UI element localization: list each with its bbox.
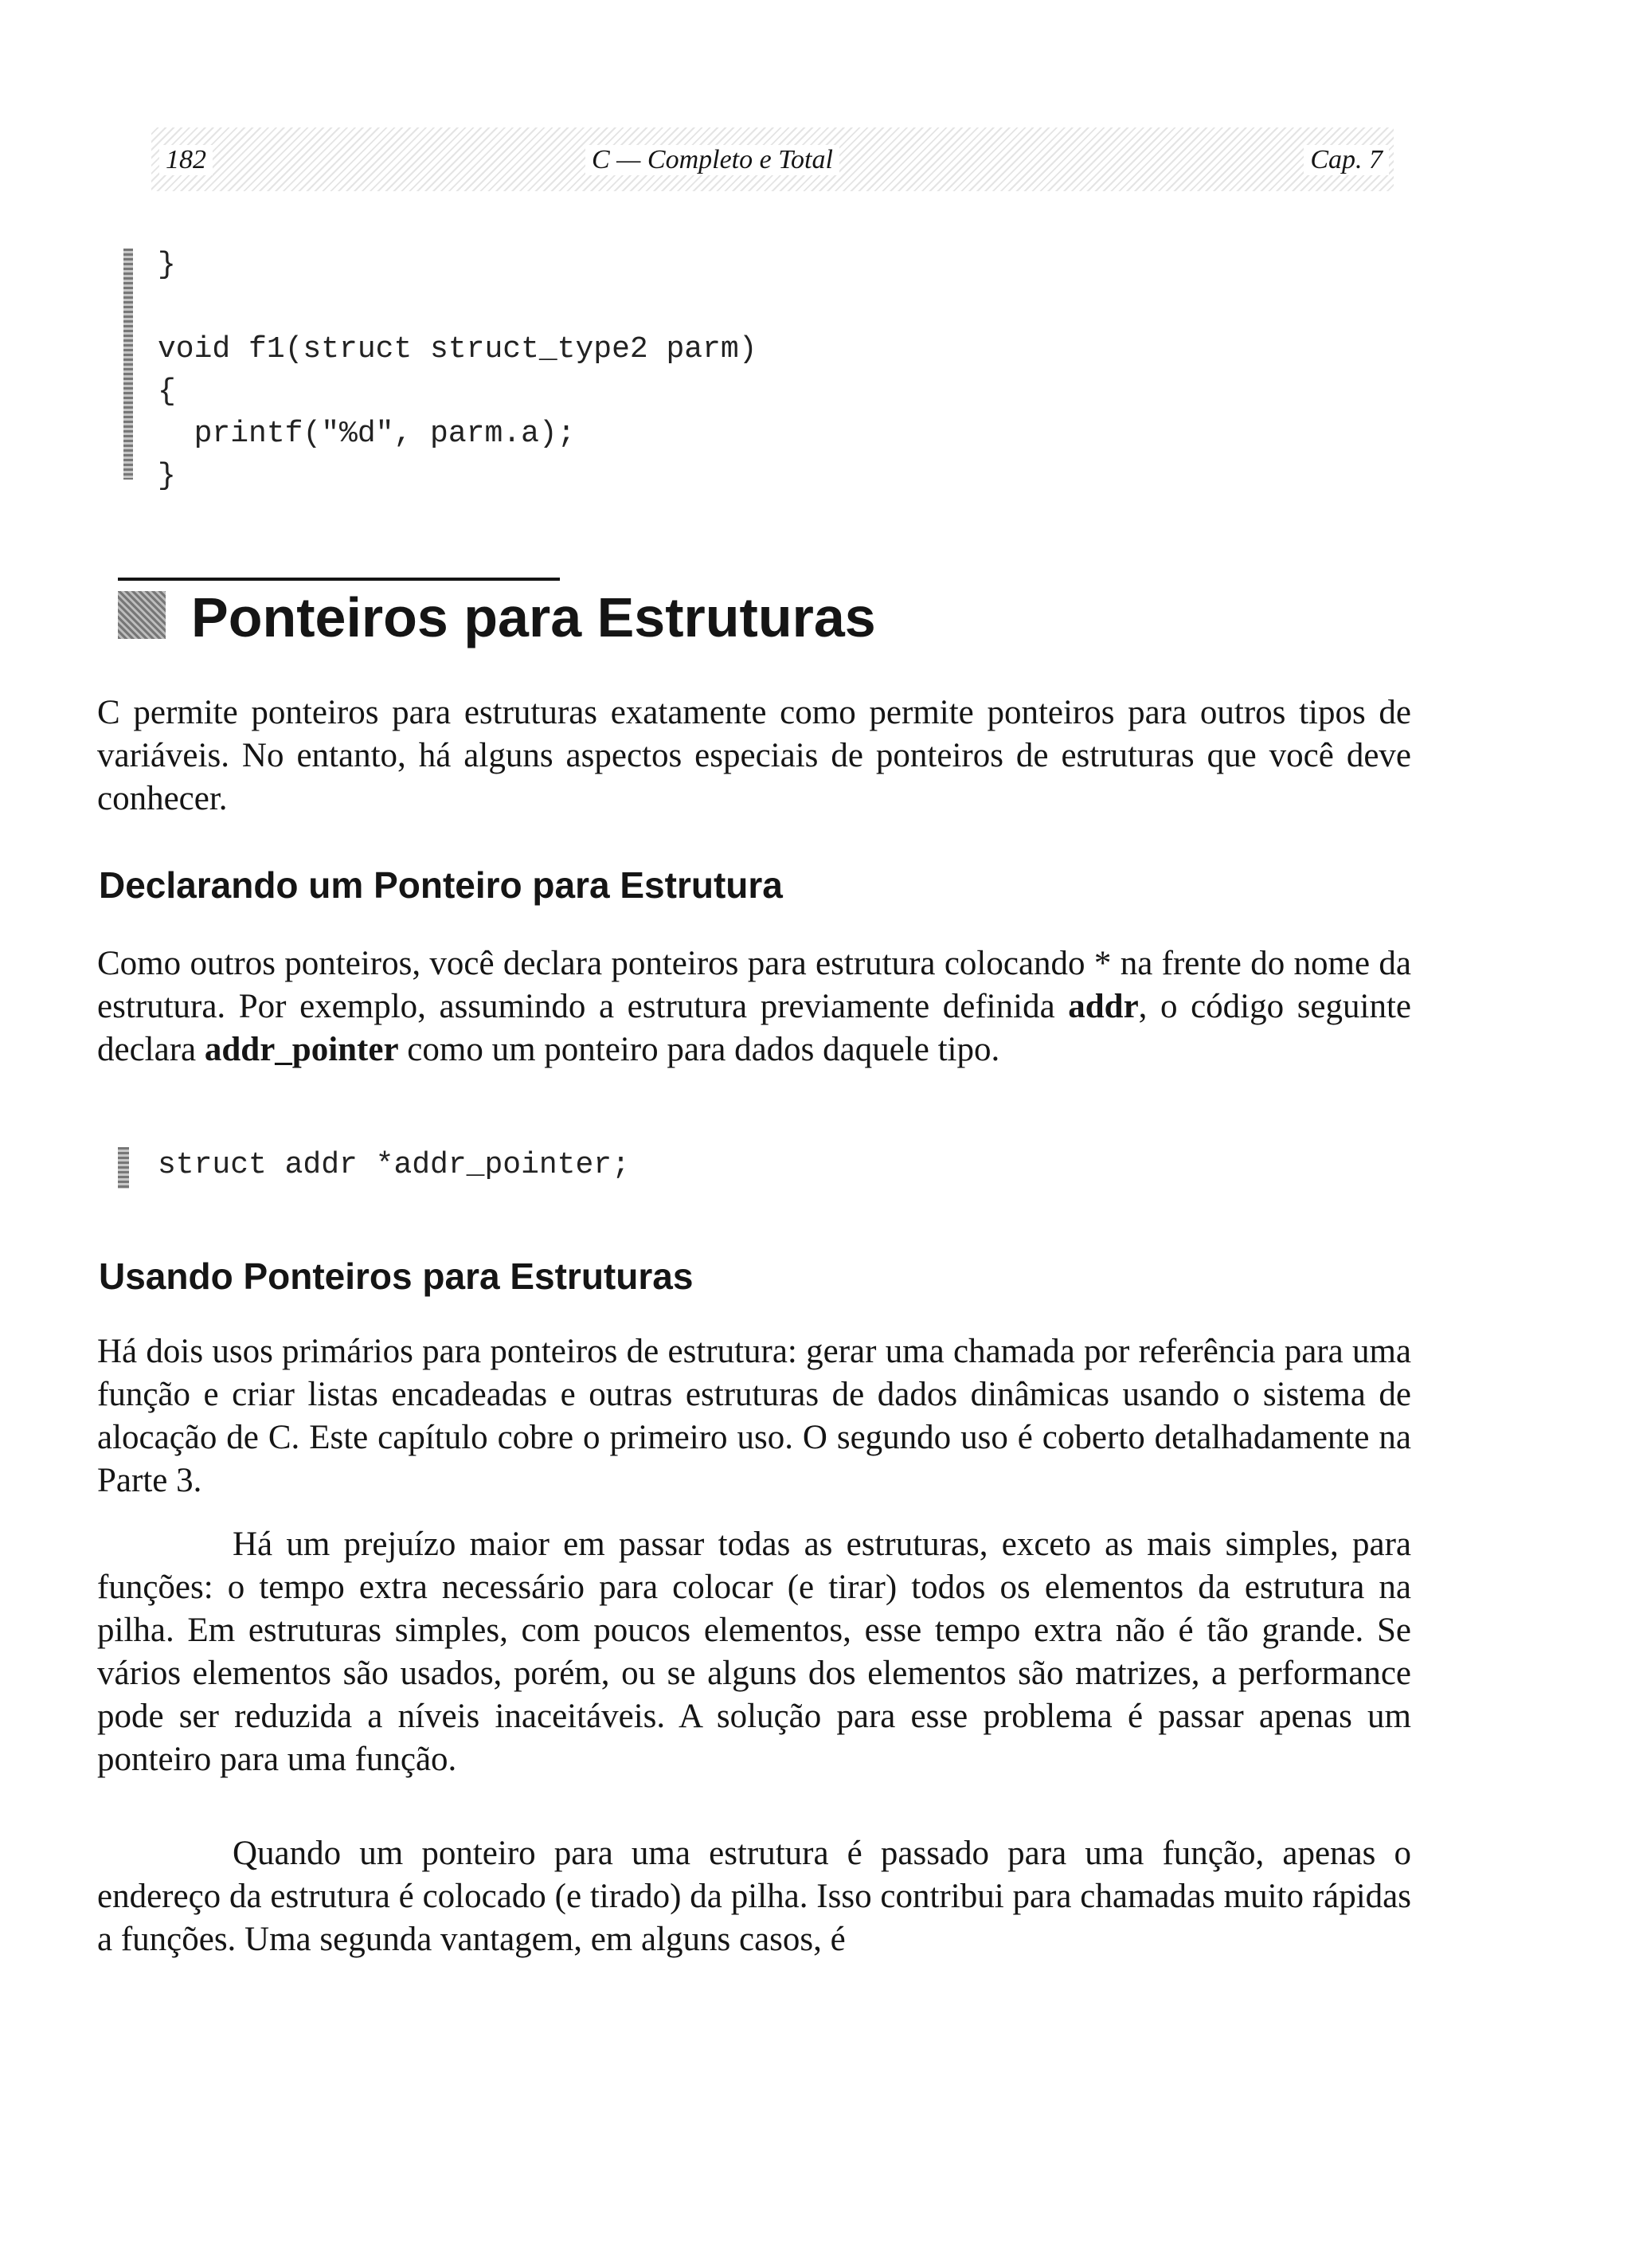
code-declaration: struct addr *addr_pointer; (158, 1148, 630, 1182)
using-paragraph-3: Quando um ponteiro para uma estrutura é passado para uma função, apenas o endereço da estrutura é colocado (e tirado) da pilha. Isso contribui para chamadas muito rápidas a funções. Uma segunda vantagem, em alguns casos, é (97, 1835, 1411, 1958)
declaring-text-2: , o código seguinte declara (97, 988, 1411, 1068)
declaring-text-1: Como outros ponteiros, você declara ponteiros para estrutura colocando * na frente do nome da estrutura. Por exemplo, assumindo a estrutura previamente definida (97, 945, 1411, 1025)
page-number: 182 (159, 145, 213, 175)
section-title: Ponteiros para Estruturas (191, 586, 876, 648)
addr-term: addr (1068, 988, 1139, 1025)
addr-pointer-term: addr_pointer (204, 1031, 399, 1068)
using-paragraph-2: Há um prejuízo maior em passar todas as estruturas, exceto as mais simples, para funções: o tempo extra necessário para colocar (e tirar) todos os elementos da estrutura na pilha. Em estruturas simples, com poucos elementos, esse tempo extra não é tão grande. Se vários elementos são usados, porém, ou se alguns dos elementos são matrizes, a performance pode ser reduzida a níveis inaceitáveis. A solução para esse problema é passar apenas um ponteiro para uma função. (97, 1526, 1411, 1778)
section-marker-icon (118, 591, 166, 639)
declaring-paragraph (97, 942, 1411, 1071)
chapter-label: Cap. 7 (1304, 145, 1389, 175)
code-margin-bar (123, 249, 133, 480)
section-rule (118, 578, 560, 581)
code-margin-bar-2 (118, 1147, 129, 1189)
code-listing-top: } void f1(struct struct_type2 parm) { printf("%d", parm.a); } (158, 248, 757, 493)
subsection-title-using: Usando Ponteiros para Estruturas (99, 1255, 694, 1297)
declaring-text-3: como um ponteiro para dados daquele tipo. (398, 1031, 1000, 1068)
subsection-title-declaring: Declarando um Ponteiro para Estrutura (99, 864, 783, 906)
page-header (151, 127, 1394, 191)
running-title: C — Completo e Total (585, 145, 839, 175)
intro-paragraph: C permite ponteiros para estruturas exatamente como permite ponteiros para outros tipos de variáveis. No entanto, há alguns aspectos especiais de ponteiros de estruturas que você deve conhecer. (97, 694, 1411, 817)
using-paragraph-1: Há dois usos primários para ponteiros de estrutura: gerar uma chamada por referência para uma função e criar listas encadeadas e outras estruturas de dados dinâmicas usando o sistema de alocação de C. Este capítulo cobre o primeiro uso. O segundo uso é coberto detalhadamente na Parte 3. (97, 1333, 1411, 1499)
